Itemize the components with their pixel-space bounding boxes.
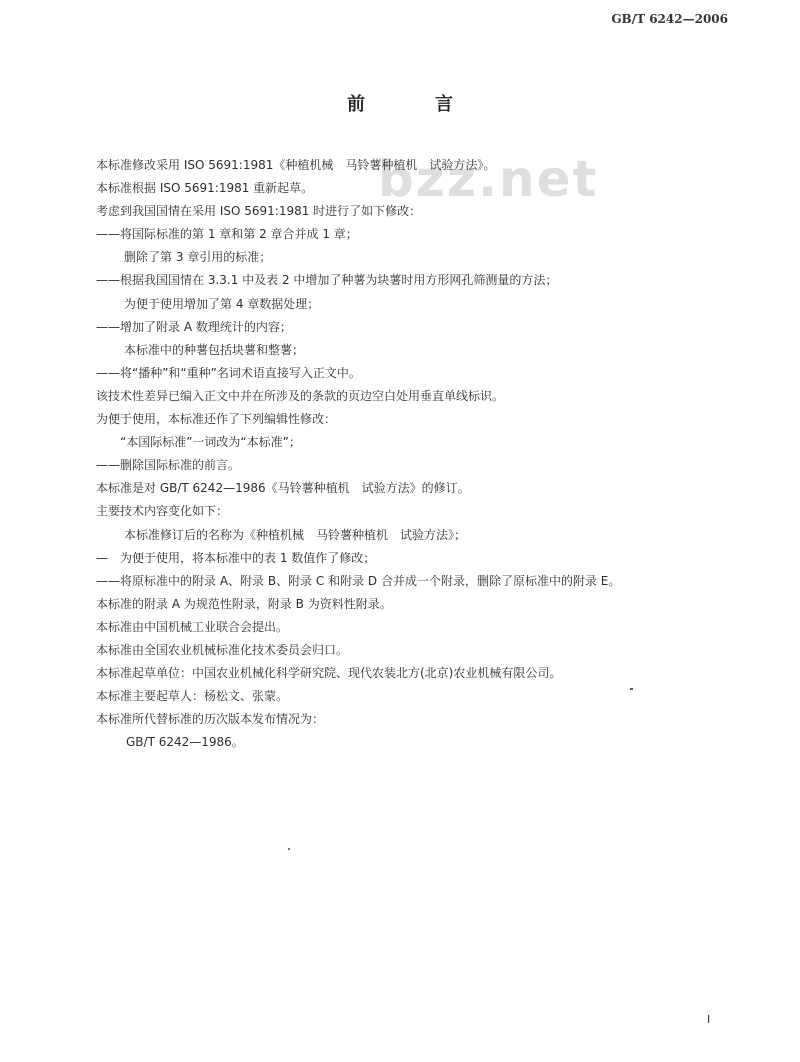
scan-speck [630,688,633,690]
body-line: 本标准所代替标准的历次版本发布情况为： [96,712,325,727]
body-line: 本标准根据 ISO 5691:1981 重新起草。 [96,181,314,196]
body-line: ——将原标准中的附录 A、附录 B、附录 C 和附录 D 合并成一个附录，删除了原标准中的附录 E。 [96,573,621,588]
body-line: 本标准修改采用 ISO 5691:1981《种植机械 马铃薯种植机 试验方法》。 [96,158,496,172]
body-line: ——将“播种”和“重种”名词术语直接写入正文中。 [96,365,361,380]
body-line: 为便于使用，本标准还作了下列编辑性修改： [96,412,337,427]
watermark: bzz.net [378,150,599,208]
body-line: 本标准由全国农业机械标准化技术委员会归口。 [96,642,349,657]
page-number: I [707,1013,711,1026]
body-line: 该技术性差异已编入正文中并在所涉及的条款的页边空白处用垂直单线标识。 [96,388,505,403]
page-title: 前 言 [347,94,479,115]
body-line: ——删除国际标准的前言。 [96,458,241,473]
body-line: ——将国际标准的第 1 章和第 2 章合并成 1 章； [96,227,358,242]
body-line: — 为便于使用，将本标准中的表 1 数值作了修改； [96,550,376,565]
body-line: 本标准由中国机械工业联合会提出。 [96,619,289,634]
body-line: “本国际标准”一词改为“本标准”； [120,435,301,450]
body-line: 主要技术内容变化如下： [96,504,229,519]
body-line: 本标准修订后的名称为《种植机械 马铃薯种植机 试验方法》； [124,527,467,542]
body-line: 本标准主要起草人：杨松文、张蒙。 [96,689,289,704]
standard-code: GB/T 6242—2006 [611,12,728,26]
body-line: 考虑到我国国情在采用 ISO 5691:1981 时进行了如下修改： [96,204,422,219]
body-line: GB/T 6242—1986。 [126,735,244,750]
body-line: 本标准起草单位：中国农业机械化科学研究院、现代农装北方(北京)农业机械有限公司。 [96,666,562,681]
scan-speck [288,848,290,850]
foreword-body [96,154,736,754]
body-line: 本标准是对 GB/T 6242—1986《马铃薯种植机 试验方法》的修订。 [96,481,470,496]
body-line: ——根据我国国情在 3.3.1 中及表 2 中增加了种薯为块薯时用方形网孔筛测量的方法； [96,273,558,288]
body-line: ——增加了附录 A 数理统计的内容； [96,319,292,334]
body-line: 本标准的附录 A 为规范性附录，附录 B 为资料性附录。 [96,596,392,611]
body-line: 为便于使用增加了第 4 章数据处理； [124,296,320,311]
body-line: 本标准中的种薯包括块薯和整薯； [124,342,305,357]
body-line: 删除了第 3 章引用的标准； [124,250,272,265]
